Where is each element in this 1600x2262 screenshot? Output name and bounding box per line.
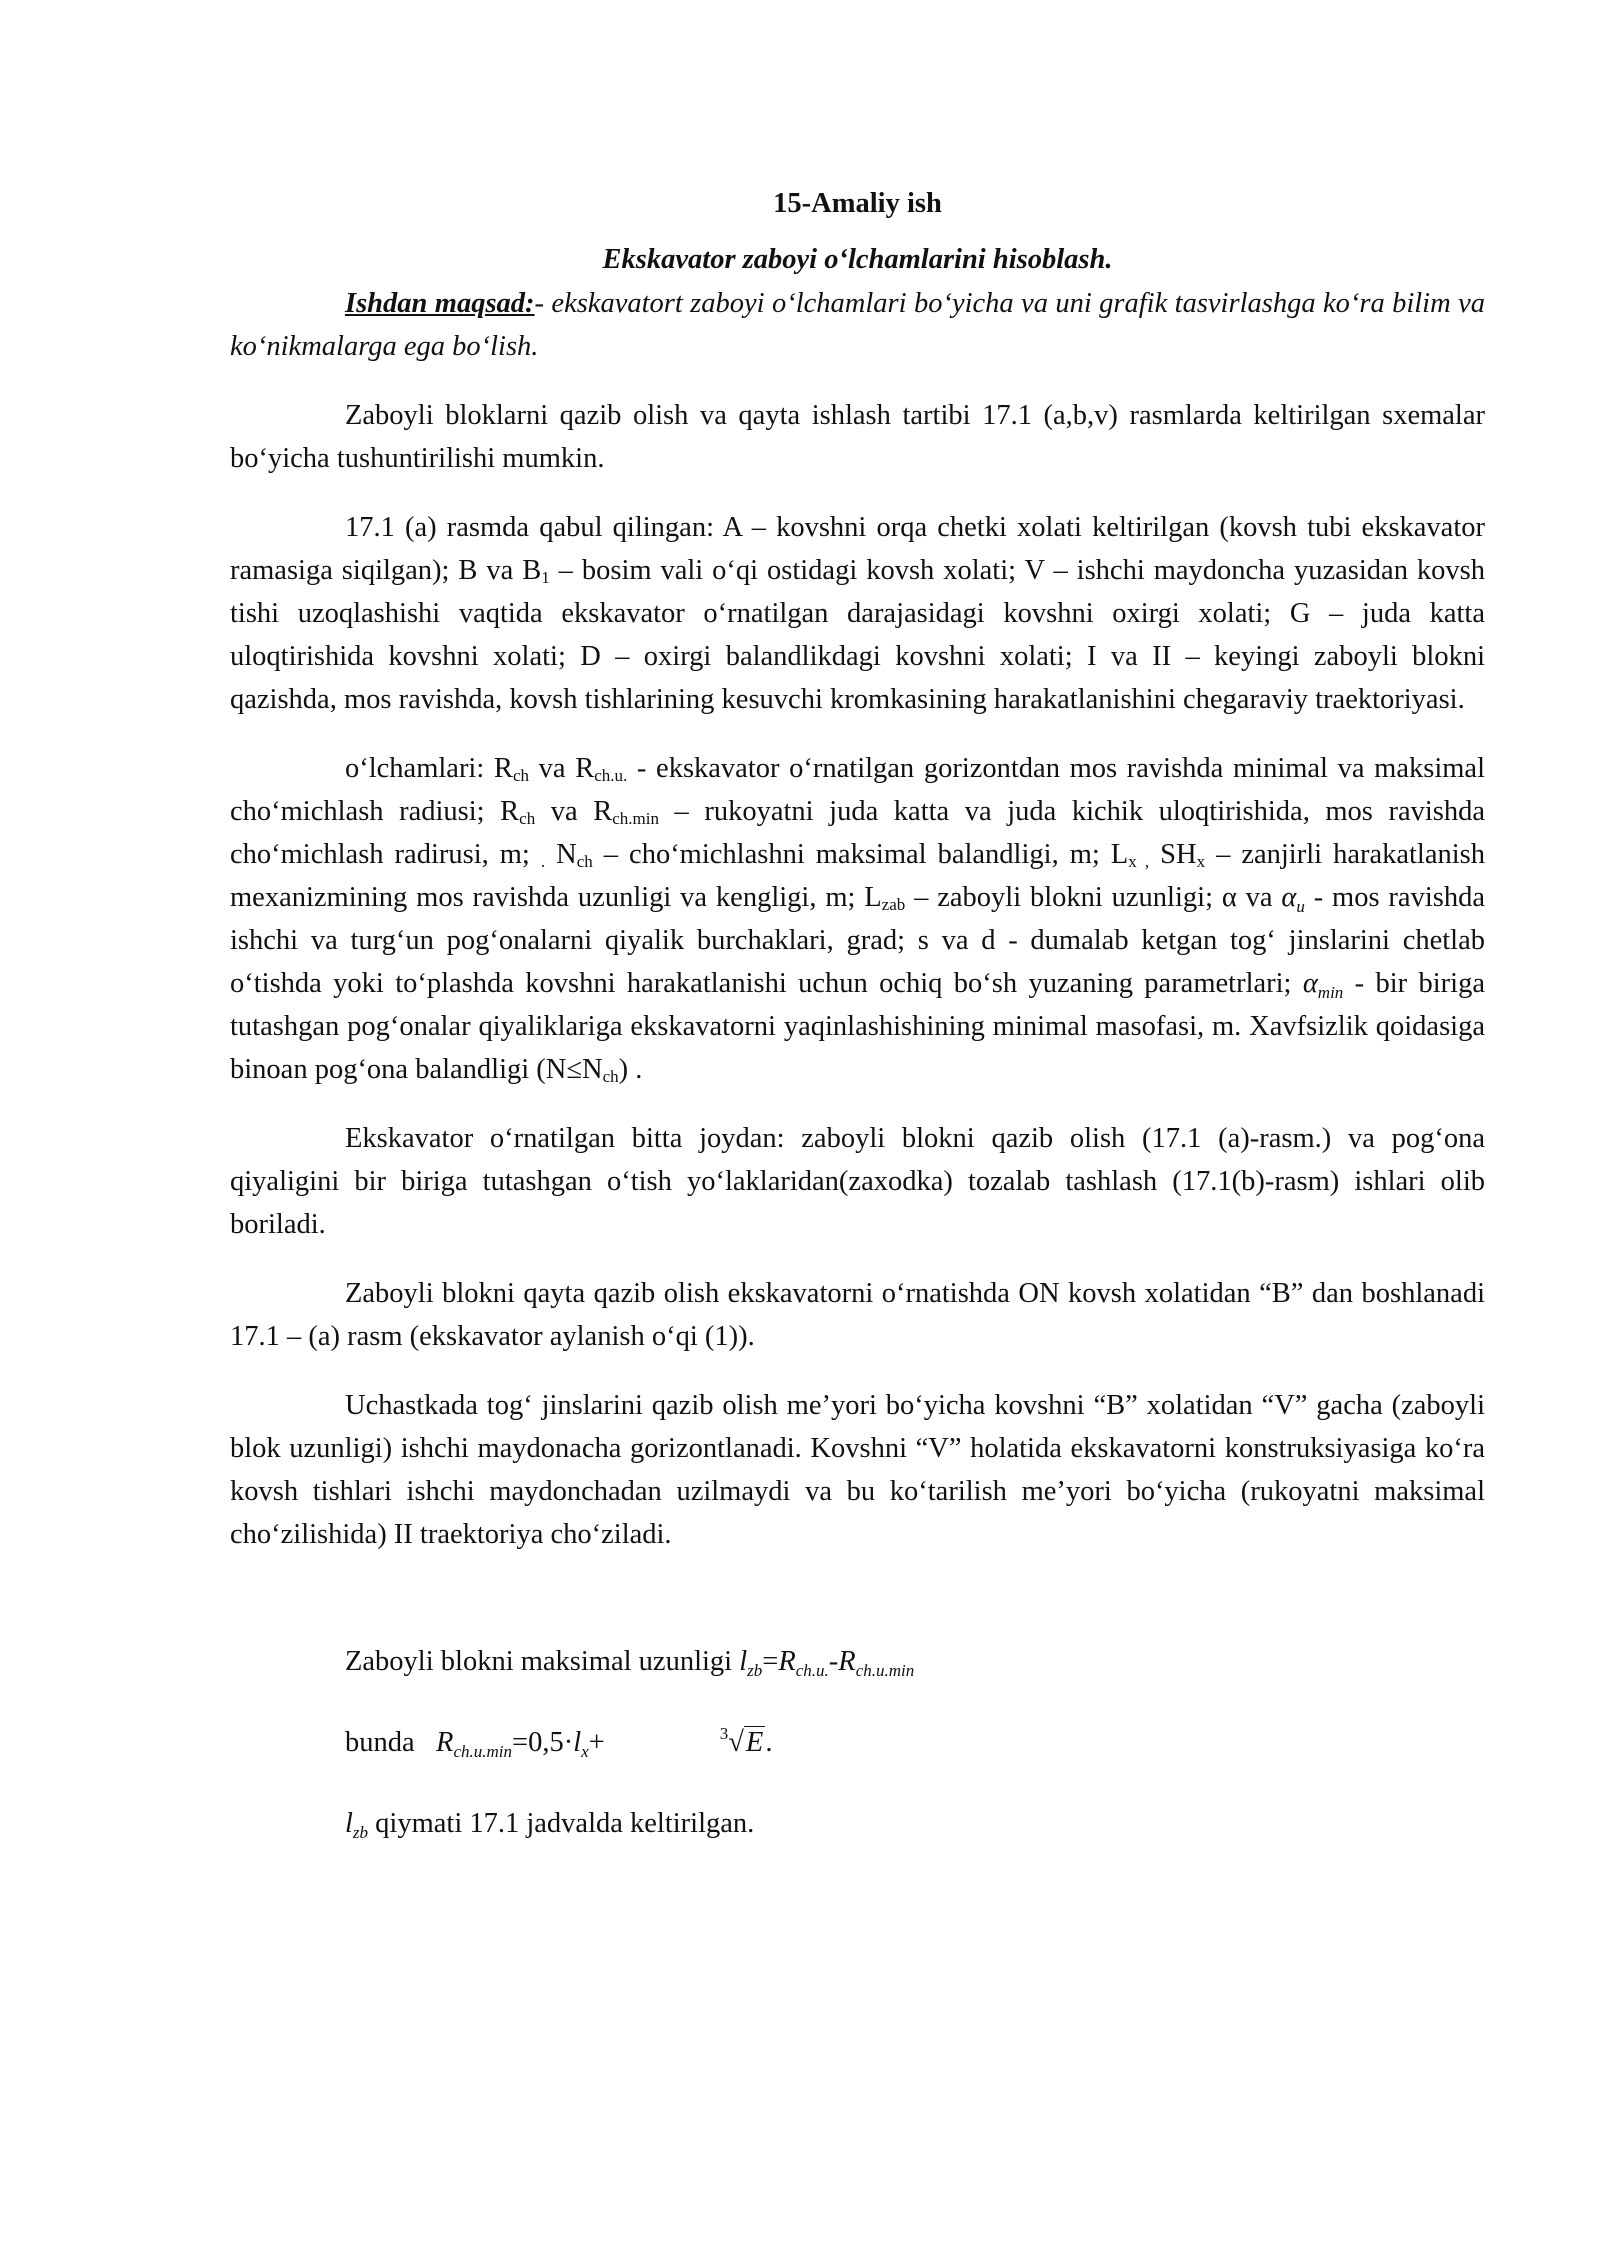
formula1-r2-sub: ch.u.min [855,1661,915,1680]
p2-sub: 1 [541,568,550,587]
p3-s6: ch [576,852,593,871]
p3-s10: ch [602,1067,619,1086]
p2-text-b: – bosim vali o‘qi ostidagi kovsh xolati; V – ishchi maydoncha yuzasidan kovsh tishi uzoqlashishi vaqtida ekskavator o‘rnatilgan darajasidagi kovshni oxirgi xolati; G – juda katta uloqtirishida kovshni xolati; D – oxirgi balandlikdagi kovshni xolati; I va II – keyingi zaboyli blokni qazishda, mos ravishda, kovsh tishlarining kesuvchi kromkasining harakatlanishini chegaraviy traektoriyasi. [230,555,1485,715]
formula-note [345,1802,1485,1845]
formula3-l: l [345,1808,353,1839]
p3-t4: va R [535,796,613,827]
formula1-eq: = [762,1646,779,1677]
page-subtitle: Ekskavator zaboyi o‘lchamlarini hisoblash. [602,244,1113,275]
p3-t3: - ekskavator o‘rnatilgan gorizontdan mos ravishda minimal va maksimal cho‘michlash radiusi; R [230,753,1485,827]
formula2-end: . [765,1727,773,1758]
formula2-eq: =0,5· [512,1727,574,1758]
formula1-r1: R [778,1646,796,1677]
formula-r-min [230,1721,1485,1764]
formula2-label: bunda [345,1727,437,1758]
p3-s2: ch.u. [594,766,628,785]
goal-paragraph [230,282,1485,368]
p3-s3: ch [519,809,536,828]
p3-s5: . [540,852,546,871]
alpha-min-sub: min [1317,983,1344,1002]
formula2-r-sub: ch.u.min [453,1742,512,1761]
p3-t6: N [545,839,577,870]
p2-text-a: 17.1 (a) rasmda qabul qilingan: A – kovshni orqa chetki xolati keltirilgan (kovsh tubi ekskavator ramasiga siqilgan); B va B [230,512,1485,586]
formula1-minus: - [828,1646,839,1677]
formula1-r2: R [838,1646,856,1677]
p3-t5: – rukoyatni juda katta va juda kichik uloqtirishida, mos ravishda cho‘michlash radirusi, m; [230,796,1486,870]
formula1-label: Zaboyli blokni maksimal uzunligi [345,1646,740,1677]
p3-s8: x [1196,852,1206,871]
goal-label: Ishdan maqsad: [345,288,535,319]
alpha-symbol: α [1281,882,1297,913]
formula1-r1-sub: ch.u. [795,1661,829,1680]
formula2-l: l [573,1727,582,1758]
p3-t7: – cho‘michlashni maksimal balandligi, m; L [592,839,1129,870]
paragraph-5: Zaboyli blokni qayta qazib olish ekskavatorni o‘rnatishda ON kovsh xolatidan “B” dan boshlanadi 17.1 – (a) rasm (ekskavator aylanish o‘qi (1)). [230,1278,1485,1352]
root-sign-icon: √ [728,1727,744,1758]
formula-block [230,1640,1485,1845]
paragraph-2 [230,506,1485,721]
paragraph-4: Ekskavator o‘rnatilgan bitta joydan: zaboyli blokni qazib olish (17.1 (a)-rasm.) va pog‘ona qiyaligini bir biriga tutashgan o‘tish yo‘laklaridan(zaxodka) tozalab tashlash (17.1(b)-rasm) ishlari olib boriladi. [230,1123,1485,1240]
page-title: 15-Amaliy ish [773,188,942,219]
cube-root [605,1721,766,1764]
formula3-l-sub: zb [352,1823,369,1842]
alpha-min-symbol: α [1302,968,1318,999]
document-page [230,182,1485,1883]
p3-t8: SH [1149,839,1197,870]
formula2-r: R [436,1727,454,1758]
paragraph-1: Zaboyli bloklarni qazib olish va qayta ishlash tartibi 17.1 (a,b,v) rasmlarda keltirilgan sxemalar bo‘yicha tushuntirilishi mumkin. [230,400,1485,474]
p3-s1: ch [512,766,529,785]
formula2-l-sub: x [581,1742,589,1761]
p3-t2: va R [528,753,595,784]
p3-s7: x , [1128,852,1150,871]
alpha-sub: u [1296,897,1305,916]
p3-t1: o‘lchamlari: R [345,753,513,784]
p3-s4: ch.min [612,809,659,828]
formula3-text: qiymati 17.1 jadvalda keltirilgan. [368,1808,755,1839]
paragraph-3 [230,747,1485,1091]
formula2-plus: + [588,1727,605,1758]
formula1-l: l [739,1646,748,1677]
formula2-e: E [745,1727,764,1758]
cube-root-index: 3 [719,1724,729,1743]
formula1-l-sub: zb [747,1661,763,1680]
p3-t9: – zanjirli harakatlanish mexanizmining mos ravishda uzunligi va kengligi, m; L [230,839,1486,913]
p3-t10: – zaboyli blokni uzunligi; α va [905,882,1282,913]
paragraph-6: Uchastkada tog‘ jinslarini qazib olish me’yori bo‘yicha kovshni “B” xolatidan “V” gacha (zaboyli blok uzunligi) ishchi maydonacha gorizontlanadi. Kovshni “V” holatida ekskavatorni konstruksiyasiga ko‘ra kovsh tishlari ishchi maydonchadan uzilmaydi va bu ko‘tarilish me’yori bo‘yicha (rukoyatni maksimal cho‘zilishida) II traektoriya cho‘ziladi. [230,1390,1485,1550]
p3-s9: zab [881,895,906,914]
p3-t12: - bir biriga tutashgan pog‘onalar qiyaliklariga ekskavatorni yaqinlashishining minimal masofasi, m. Xavfsizlik qoidasiga binoan pog‘ona balandligi (N≤N [230,968,1485,1085]
goal-text: - ekskavatort zaboyi o‘lchamlari bo‘yicha va uni grafik tasvirlashga ko‘ra bilim va ko‘nikmalarga ega bo‘lish. [230,288,1485,362]
formula-max-length [230,1640,1485,1683]
p3-t11: - mos ravishda ishchi va turg‘un pog‘onalarni qiyalik burchaklari, grad; s va d - dumalab ketgan tog‘ jinslarini chetlab o‘tishda yoki to‘plashda kovshni harakatlanishi uchun ochiq bo‘sh yuzaning parametrlari; [230,882,1485,999]
p3-t13: ) . [618,1054,643,1085]
